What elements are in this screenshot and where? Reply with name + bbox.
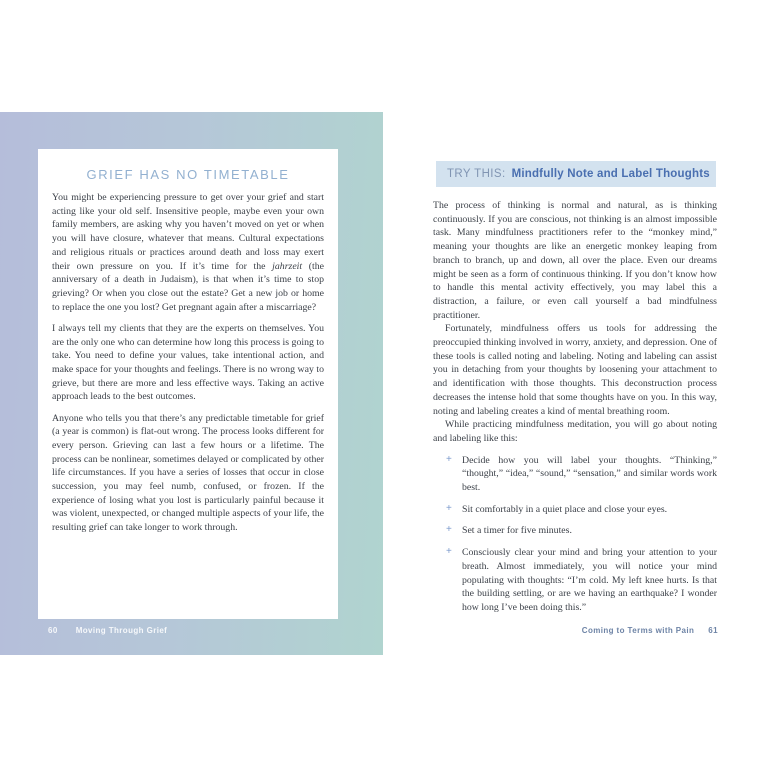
italic-text: jahrzeit [272,260,303,272]
left-page-body [52,191,324,535]
right-page-footer [582,626,718,635]
bullet-text: Consciously clear your mind and bring your attention to your breath. Almost immediately, you will notice your mind populating with thoughts: “I’m cold. My left knee hurts. Is that the building settling, or are we having an earthquake? I wonder how long I’ve been doing this.” [462,547,717,613]
bullet-text: Decide how you will label your thoughts. “Thinking,” “thought,” “idea,” “sound,” “sensation,” and similar words work best. [462,454,717,494]
plus-bullet-icon: + [446,546,452,558]
bullet-text: Set a timer for five minutes. [462,525,572,537]
try-this-heading-band [436,161,716,187]
paragraph [52,412,324,535]
paragraph [52,322,324,404]
bullet-item [433,454,717,495]
plus-bullet-icon: + [446,524,452,536]
paragraph [433,322,717,418]
bullet-item [433,546,717,615]
left-page-heading: GRIEF HAS NO TIMETABLE [86,167,290,182]
left-running-head: Moving Through Grief [75,626,168,635]
try-this-label: TRY THIS: [447,168,506,180]
paragraph [433,418,717,445]
paragraph [52,191,324,314]
left-page-footer [48,626,167,635]
text-run: You might be experiencing pressure to get over your grief and start acting like your old self. Insensitive people, maybe even your own family members, are asking why you haven’t moved on yet or when you will have closure, whatever that means. Cultural expectations and religious rituals or practices around death and loss may exert their own pressure on you. If it’s time for the [52,192,324,272]
paragraph [433,199,717,322]
text-run: Anyone who tells you that there’s any predictable timetable for grief (a year is common) is flat-out wrong. The process looks different for every person. Grieving can last a few hours or a lifetime. The process can be nonlinear, sometimes delayed or complicated by other life circumstances. If you have a series of losses that occur in close succession, you may feel numb, confused, or frozen. If the experience of losing what you lost is particularly painful because it was violent, unexpected, or changed multiple aspects of your life, the resulting grief can take longer to work through. [52,412,324,534]
right-running-head: Coming to Terms with Pain [581,626,695,635]
text-run: While practicing mindfulness meditation, you will go about noting and labeling like this: [433,419,717,444]
left-page-number: 60 [48,626,58,635]
right-page-body [433,199,717,615]
try-this-title: Mindfully Note and Label Thoughts [511,168,710,180]
left-page-card [38,149,338,619]
text-run: I always tell my clients that they are the experts on themselves. You are the only one who can determine how long this process is going to take. You need to define your values, take intentional action, and make space for your thoughts and feelings. There is no wrong way to grieve, but there are more and less effective ways. Taking an active approach leads to the best outcomes. [52,322,324,403]
text-run: Fortunately, mindfulness offers us tools for addressing the preoccupied thinking involved in worry, anxiety, and depression. One of these tools is called noting and labeling. Noting and labeling can assist you in detaching from your thoughts by loosening your attachment to and identification with those thoughts. This deconstruction process decreases the intense hold that some thoughts have on you. In this way, noting and labeling creates a kind of mental breathing room. [433,323,717,417]
right-page-paragraphs [433,199,717,446]
text-run: (the anniversary of a death in Judaism), is that when it’s time to stop grieving? Or when you close out the estate? Get a new job or home to replace the one you lost? Get pregnant again after a miscarriage? [52,260,324,313]
left-page [0,112,383,655]
right-page-number: 61 [708,626,718,635]
bullet-text: Sit comfortably in a quiet place and close your eyes. [462,503,668,515]
plus-bullet-icon: + [446,502,452,514]
text-run: The process of thinking is normal and natural, as is thinking continuously. If you are conscious, not thinking is an almost impossible task. Many mindfulness practitioners refer to the “monkey mind,” meaning your thoughts are like an energetic monkey leaping from branch to branch, up and down, all over the place. Even our dreams might be seen as a form of continuous thinking. If you don’t know how to handle this mental activity effectively, you may label this a distraction, a failure, or even call yourself a bad mindfulness practitioner. [433,200,717,321]
bullet-item [433,524,717,538]
bullet-list [433,454,717,615]
bullet-item [433,503,717,517]
plus-bullet-icon: + [446,453,452,465]
